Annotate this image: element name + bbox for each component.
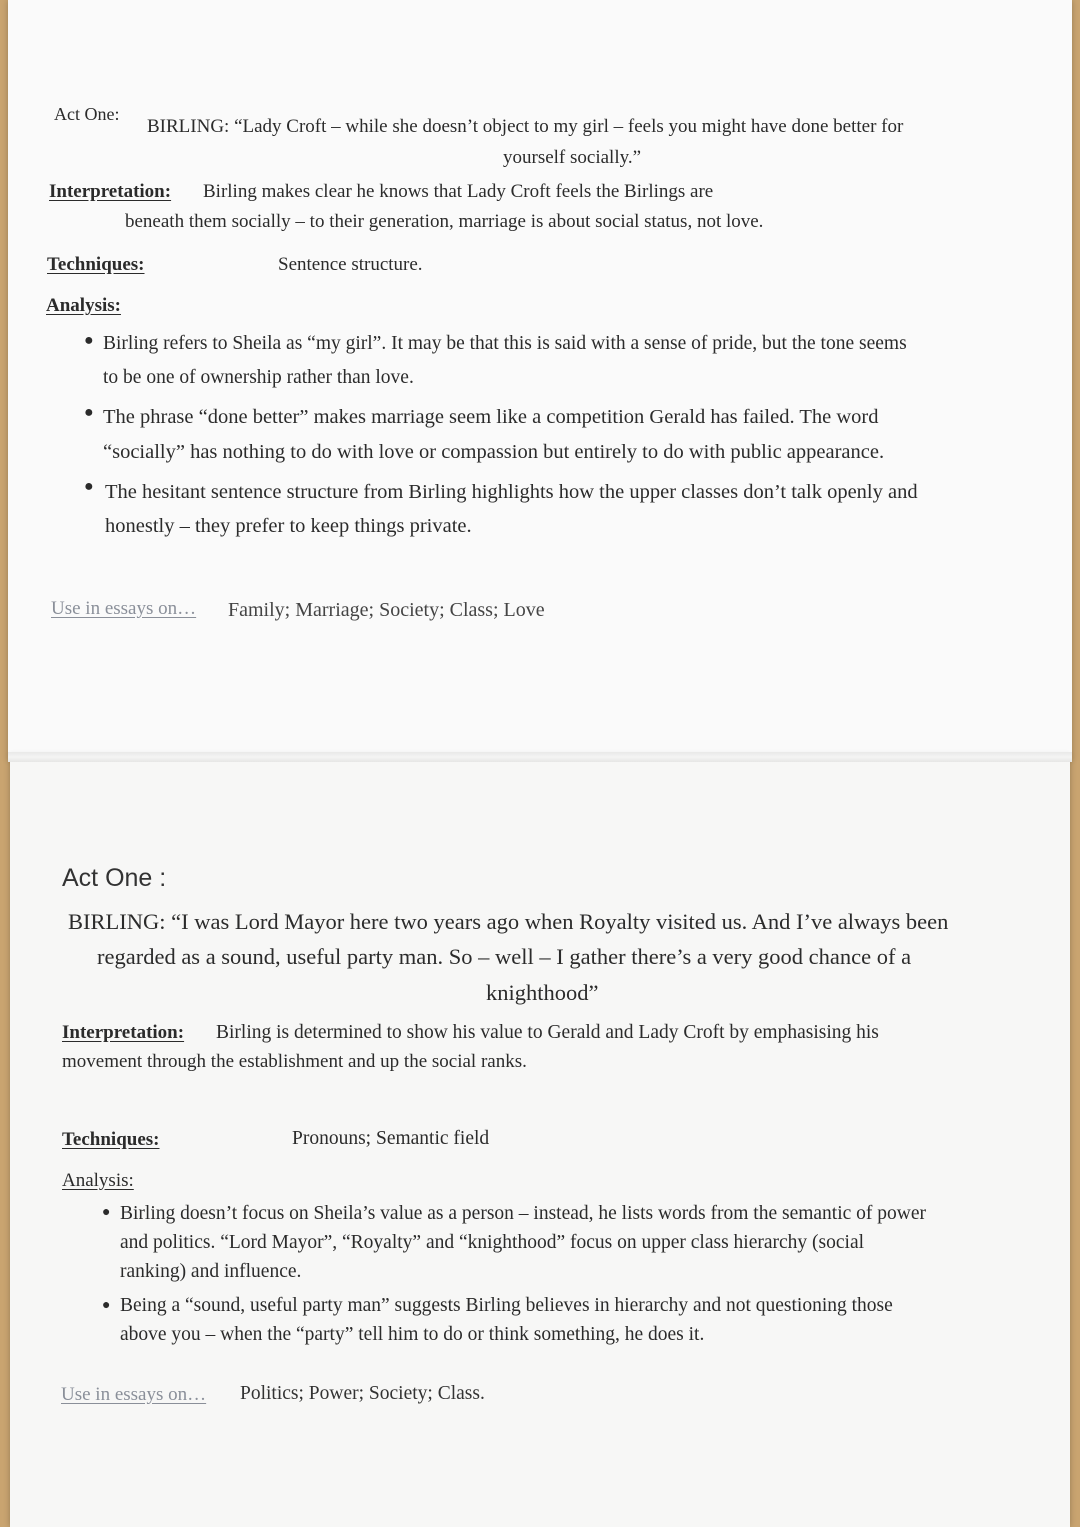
act-label: Act One : bbox=[62, 864, 167, 892]
interpretation-label: Interpretation: bbox=[62, 1022, 185, 1043]
bullet-text: The phrase “done better” makes marriage seem like a competition Gerald has failed. The word bbox=[103, 406, 879, 428]
interpretation-text: movement through the establishment and up the social ranks. bbox=[62, 1051, 527, 1072]
quote-line: knighthood” bbox=[486, 980, 599, 1005]
bullet-text: above you – when the “party” tell him to do or think something, he does it. bbox=[120, 1324, 705, 1345]
bullet-icon: ● bbox=[84, 332, 94, 349]
use-in-essays-label: Use in essays on… bbox=[61, 1384, 207, 1405]
interpretation-text: Birling makes clear he knows that Lady Croft feels the Birlings are bbox=[203, 181, 714, 202]
bullet-text: Birling doesn’t focus on Sheila’s value as a person – instead, he lists words from the semantic of power bbox=[120, 1203, 927, 1224]
paper-fold bbox=[8, 752, 1072, 762]
use-in-essays-value: Family; Marriage; Society; Class; Love bbox=[228, 599, 545, 621]
bullet-text: to be one of ownership rather than love. bbox=[103, 367, 414, 388]
bullet-icon: ● bbox=[84, 404, 94, 421]
analysis-label: Analysis: bbox=[46, 295, 121, 316]
interpretation-label: Interpretation: bbox=[49, 181, 172, 202]
bullet-text: Birling refers to Sheila as “my girl”. It may be that this is said with a sense of pride, but the tone seems bbox=[103, 333, 907, 354]
bullet-text: “socially” has nothing to do with love or compassion but entirely to do with public appearance. bbox=[103, 441, 885, 463]
techniques-label: Techniques: bbox=[47, 254, 145, 275]
techniques-label: Techniques: bbox=[62, 1129, 160, 1150]
quote-line: BIRLING: “Lady Croft – while she doesn’t object to my girl – feels you might have done better for bbox=[147, 116, 904, 137]
bullet-text: and politics. “Lord Mayor”, “Royalty” and “knighthood” focus on upper class hierarchy (social bbox=[120, 1232, 865, 1253]
quote-line: yourself socially.” bbox=[503, 147, 642, 168]
techniques-value: Pronouns; Semantic field bbox=[292, 1128, 490, 1149]
bullet-icon: ● bbox=[102, 1298, 111, 1313]
bullet-text: Being a “sound, useful party man” suggests Birling believes in hierarchy and not questioning those bbox=[120, 1295, 893, 1316]
quote-line: BIRLING: “I was Lord Mayor here two years ago when Royalty visited us. And I’ve always been bbox=[68, 909, 949, 934]
interpretation-text: beneath them socially – to their generation, marriage is about social status, not love. bbox=[125, 211, 764, 232]
analysis-label: Analysis: bbox=[62, 1170, 134, 1191]
bullet-text: The hesitant sentence structure from Birling highlights how the upper classes don’t talk openly and bbox=[105, 481, 918, 503]
bullet-text: ranking) and influence. bbox=[120, 1261, 302, 1282]
techniques-value: Sentence structure. bbox=[278, 254, 423, 275]
bullet-text: honestly – they prefer to keep things private. bbox=[105, 515, 472, 537]
interpretation-text: Birling is determined to show his value to Gerald and Lady Croft by emphasising his bbox=[216, 1022, 879, 1043]
bullet-icon: ● bbox=[102, 1205, 111, 1220]
use-in-essays-label: Use in essays on… bbox=[51, 598, 197, 619]
worksheet-bottom bbox=[10, 756, 1070, 1527]
act-label: Act One: bbox=[54, 104, 120, 124]
bullet-icon: ● bbox=[84, 478, 94, 495]
use-in-essays-value: Politics; Power; Society; Class. bbox=[240, 1383, 485, 1404]
quote-line: regarded as a sound, useful party man. So – well – I gather there’s a very good chance of a bbox=[97, 944, 912, 969]
